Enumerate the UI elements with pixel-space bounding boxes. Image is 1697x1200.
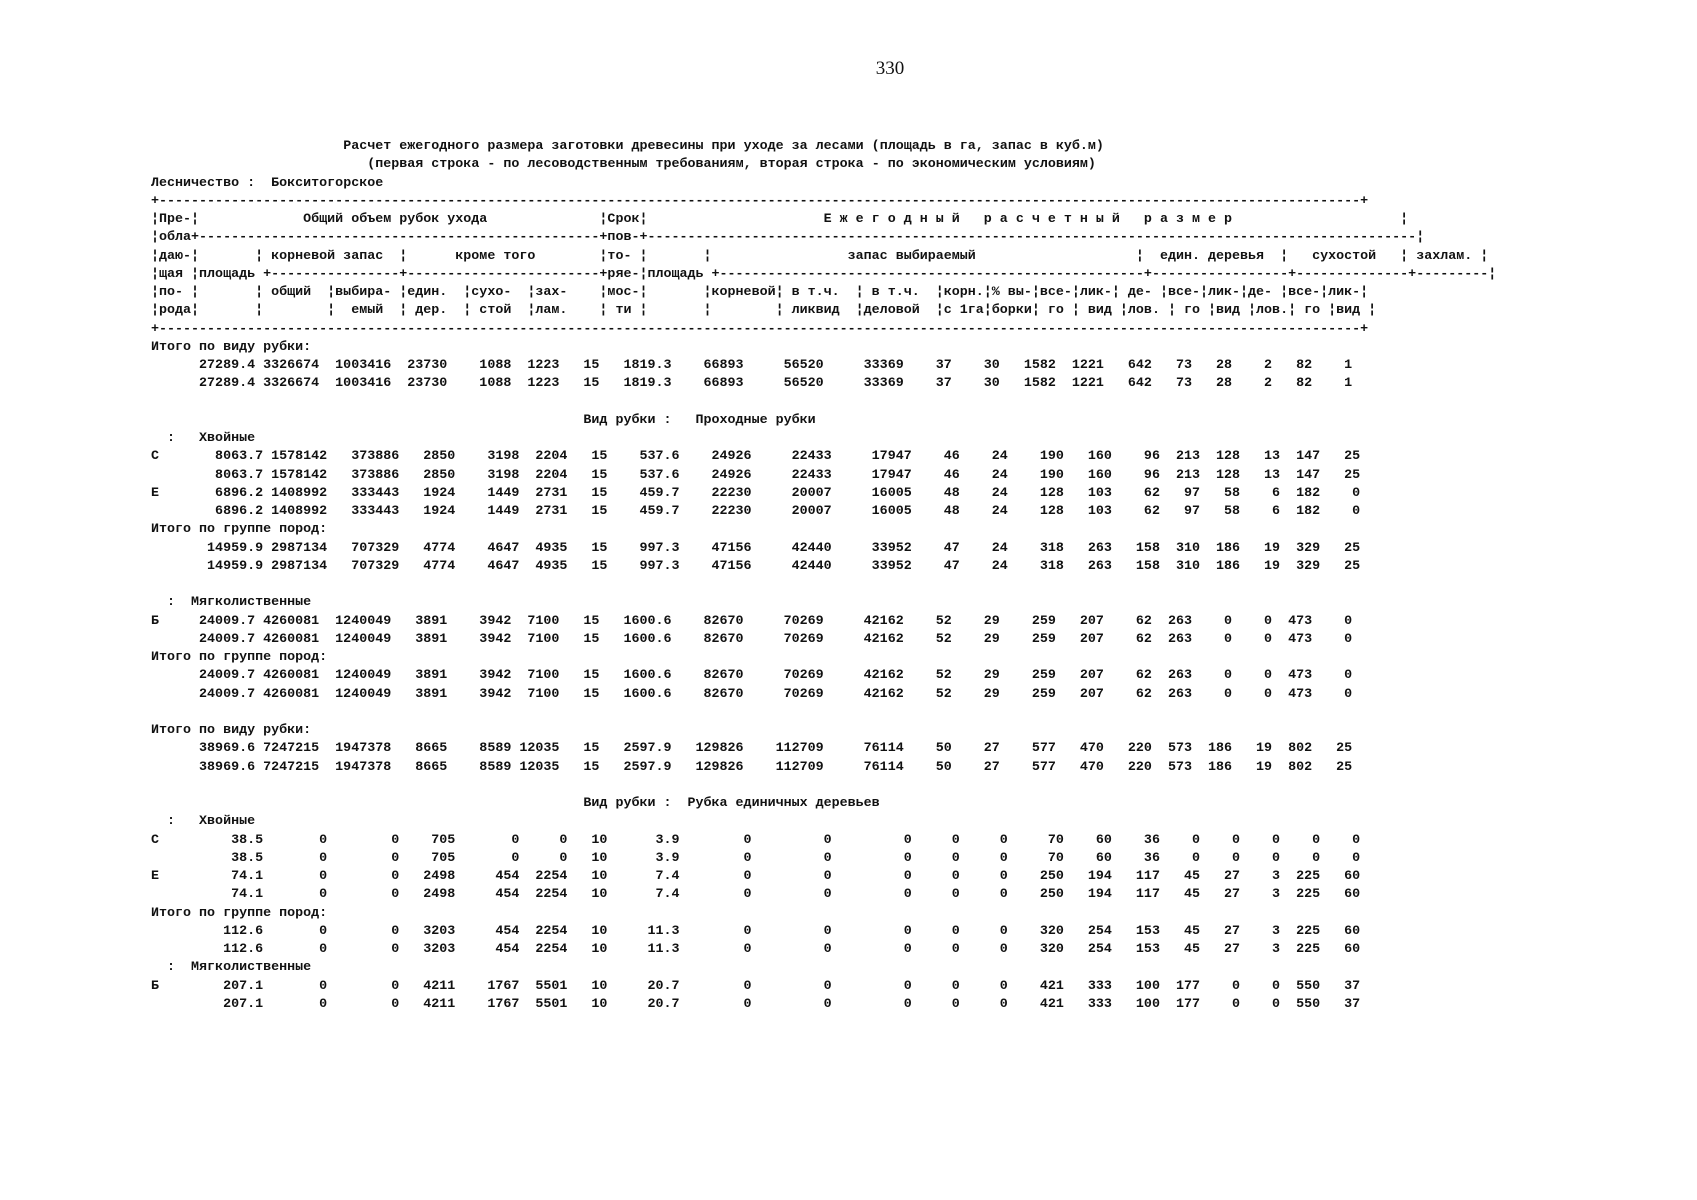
body-line: 38969.6 7247215 1947378 8665 8589 12035 15 2597.9 129826 112709 76114 50 27 577 470 220 573 186 19 802 25 bbox=[199, 759, 1353, 775]
body-line: С 38.5 0 0 705 0 0 10 3.9 0 0 0 0 0 70 60 36 0 0 0 0 0 bbox=[151, 832, 1361, 848]
body-line: : Мягколиственные bbox=[167, 595, 312, 611]
report-title-line2 bbox=[151, 157, 1096, 172]
body-line: Итого по виду рубки: bbox=[151, 339, 312, 355]
forestry-name: Бокситогорское bbox=[271, 175, 384, 191]
body-line: Вид рубки : Рубка единичных деревьев bbox=[583, 796, 880, 811]
body-line: Итого по группе пород: bbox=[151, 522, 328, 538]
header-line: ¦обла+--------------------------------------------------+пов-+------------------------------------------------------------------------------------------------¦ bbox=[151, 230, 1425, 246]
body-line: Е 74.1 0 0 2498 454 2254 10 7.4 0 0 0 0 0 250 194 117 45 27 3 225 60 bbox=[151, 869, 1361, 884]
forestry-line bbox=[151, 176, 383, 191]
header-line: ¦по- ¦ ¦ общий ¦выбира- ¦един. ¦сухо- ¦зах- ¦мос-¦ ¦корневой¦ в т.ч. ¦ в т.ч. ¦корн.¦% вы-¦все-¦лик-¦ де- ¦все-¦лик-¦де- ¦все-¦лик-¦ bbox=[151, 285, 1369, 300]
body-line: : Хвойные bbox=[167, 431, 256, 446]
body-line: 24009.7 4260081 1240049 3891 3942 7100 15 1600.6 82670 70269 42162 52 29 259 207 62 263 0 0 473 0 bbox=[199, 631, 1353, 647]
table-header bbox=[151, 194, 1496, 337]
body-line: : Хвойные bbox=[167, 814, 256, 830]
body-line: 27289.4 3326674 1003416 23730 1088 1223 15 1819.3 66893 56520 33369 37 30 1582 1221 642 73 28 2 82 1 bbox=[199, 376, 1353, 392]
body-line: Б 24009.7 4260081 1240049 3891 3942 7100 15 1600.6 82670 70269 42162 52 29 259 207 62 263 0 0 473 0 bbox=[151, 613, 1353, 629]
body-line: 24009.7 4260081 1240049 3891 3942 7100 15 1600.6 82670 70269 42162 52 29 259 207 62 263 0 0 473 0 bbox=[199, 686, 1353, 702]
body-line: С 8063.7 1578142 373886 2850 3198 2204 15 537.6 24926 22433 17947 46 24 190 160 96 213 128 13 147 25 bbox=[151, 449, 1361, 465]
body-line: 14959.9 2987134 707329 4774 4647 4935 15 997.3 47156 42440 33952 47 24 318 263 158 310 186 19 329 25 bbox=[207, 540, 1361, 556]
header-line: ¦даю-¦ ¦ корневой запас ¦ кроме того ¦то- ¦ ¦ запас выбираемый ¦ един. деревья ¦ сухостой ¦ захлам. ¦ bbox=[151, 248, 1489, 264]
body-line: 74.1 0 0 2498 454 2254 10 7.4 0 0 0 0 0 250 194 117 45 27 3 225 60 bbox=[231, 887, 1361, 903]
body-line: 8063.7 1578142 373886 2850 3198 2204 15 537.6 24926 22433 17947 46 24 190 160 96 213 128 13 147 25 bbox=[215, 467, 1361, 483]
body-line: Итого по виду рубки: bbox=[151, 723, 312, 738]
body-line: 38.5 0 0 705 0 0 10 3.9 0 0 0 0 0 70 60 36 0 0 0 0 0 bbox=[231, 850, 1361, 866]
body-line: 6896.2 1408992 333443 1924 1449 2731 15 459.7 22230 20007 16005 48 24 128 103 62 97 58 6 182 0 bbox=[215, 504, 1361, 519]
body-line: Итого по группе пород: bbox=[151, 650, 328, 665]
body-line: Итого по группе пород: bbox=[151, 905, 328, 921]
body-line: 27289.4 3326674 1003416 23730 1088 1223 15 1819.3 66893 56520 33369 37 30 1582 1221 642 73 28 2 82 1 bbox=[199, 358, 1353, 373]
report-body bbox=[151, 138, 1496, 1014]
body-line: 24009.7 4260081 1240049 3891 3942 7100 15 1600.6 82670 70269 42162 52 29 259 207 62 263 0 0 473 0 bbox=[199, 668, 1353, 684]
header-line: ¦рода¦ ¦ ¦ емый ¦ дер. ¦ стой ¦лам. ¦ ти ¦ ¦ ¦ ликвид ¦деловой ¦с 1га¦борки¦ го ¦ вид ¦лов. ¦ го ¦вид ¦лов.¦ го ¦вид ¦ bbox=[151, 303, 1377, 319]
body-line: : Мягколиственные bbox=[167, 960, 312, 976]
table-body bbox=[151, 340, 1360, 1012]
body-line: 207.1 0 0 4211 1767 5501 10 20.7 0 0 0 0 0 421 333 100 177 0 0 550 37 bbox=[223, 996, 1361, 1012]
body-line: 38969.6 7247215 1947378 8665 8589 12035 15 2597.9 129826 112709 76114 50 27 577 470 220 573 186 19 802 25 bbox=[199, 741, 1353, 757]
body-line: 14959.9 2987134 707329 4774 4647 4935 15 997.3 47156 42440 33952 47 24 318 263 158 310 186 19 329 25 bbox=[207, 558, 1361, 574]
header-line: ¦щая ¦площадь +----------------+------------------------+ряе-¦площадь +-----------------------------------------------------+-----------------+--------------+---------¦ bbox=[151, 266, 1497, 282]
header-line: ¦Пре-¦ Общий объем рубок ухода ¦Срок¦ Е ж е г о д н ы й р а с ч е т н ы й р а з м е р ¦ bbox=[151, 212, 1409, 227]
title-line2: (первая строка - по лесоводственным требованиям, вторая строка - по экономическим условиям) bbox=[367, 157, 1096, 173]
forestry-label: Лесничество : bbox=[151, 175, 256, 191]
body-line: Б 207.1 0 0 4211 1767 5501 10 20.7 0 0 0 0 0 421 333 100 177 0 0 550 37 bbox=[151, 978, 1361, 994]
page-number: 330 bbox=[875, 58, 905, 79]
report-title-line1 bbox=[151, 139, 1104, 154]
body-line: Вид рубки : Проходные рубки bbox=[583, 412, 816, 428]
title-line1: Расчет ежегодного размера заготовки древесины при уходе за лесами (площадь в га, запас в куб.м) bbox=[343, 139, 1104, 154]
body-line: Е 6896.2 1408992 333443 1924 1449 2731 15 459.7 22230 20007 16005 48 24 128 103 62 97 58 6 182 0 bbox=[151, 485, 1361, 501]
body-line: 112.6 0 0 3203 454 2254 10 11.3 0 0 0 0 0 320 254 153 45 27 3 225 60 bbox=[223, 923, 1361, 939]
header-line: +------------------------------------------------------------------------------------------------------------------------------------------------------+ bbox=[151, 321, 1369, 337]
body-line: 112.6 0 0 3203 454 2254 10 11.3 0 0 0 0 0 320 254 153 45 27 3 225 60 bbox=[223, 942, 1361, 957]
header-line: +------------------------------------------------------------------------------------------------------------------------------------------------------+ bbox=[151, 193, 1369, 209]
